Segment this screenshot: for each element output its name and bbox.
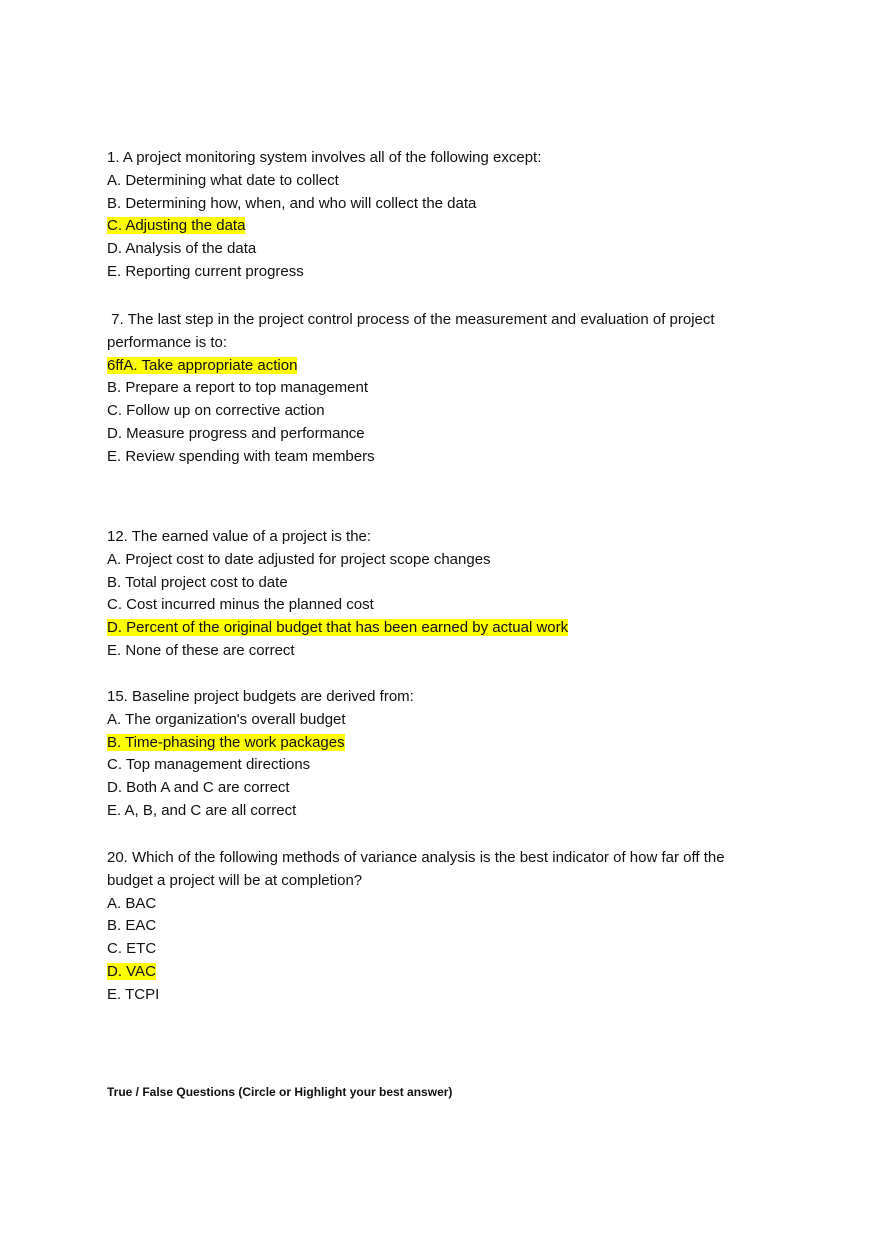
answer-option-c: C. Top management directions — [107, 756, 311, 774]
answer-option-d: D. Both A and C are correct — [107, 779, 290, 797]
answer-option-d-highlighted: D. Percent of the original budget that has been earned by actual work — [107, 619, 569, 637]
answer-option-c-highlighted: C. Adjusting the data — [107, 217, 246, 235]
answer-option-a: A. The organization's overall budget — [107, 710, 346, 728]
answer-option-a-highlighted: 6ffA. Take appropriate action — [107, 356, 298, 374]
answer-option-c: C. Follow up on corrective action — [107, 402, 325, 420]
answer-option-e: E. Review spending with team members — [107, 447, 375, 465]
answer-option-e: E. TCPI — [107, 985, 160, 1003]
answer-option-a: A. BAC — [107, 894, 157, 912]
answer-option-d: D. Measure progress and performance — [107, 424, 365, 442]
answer-option-d: D. Analysis of the data — [107, 240, 257, 258]
answer-option-b: B. Prepare a report to top management — [107, 379, 368, 397]
question-1 — [107, 147, 747, 284]
answer-option-b-highlighted: B. Time-phasing the work packages — [107, 733, 345, 751]
answer-option-b: B. Total project cost to date — [107, 573, 288, 591]
answer-option-c: C. ETC — [107, 940, 157, 958]
question-stem: 15. Baseline project budgets are derived from: — [107, 688, 414, 705]
question-stem: 7. The last step in the project control process of the measurement and evaluation of project performance is to: — [107, 311, 719, 351]
answer-option-e: E. A, B, and C are all correct — [107, 801, 297, 819]
answer-option-c: C. Cost incurred minus the planned cost — [107, 596, 374, 614]
question-7 — [107, 309, 747, 469]
answer-option-b: B. Determining how, when, and who will collect the data — [107, 194, 477, 212]
question-20 — [107, 847, 747, 1007]
question-stem: 12. The earned value of a project is the: — [107, 528, 372, 545]
question-stem: 1. A project monitoring system involves all of the following except: — [107, 149, 542, 166]
answer-option-d-highlighted: D. VAC — [107, 962, 156, 980]
true-false-section-heading: True / False Questions (Circle or Highlight your best answer) — [107, 1085, 453, 1099]
answer-option-a: A. Project cost to date adjusted for project scope changes — [107, 550, 491, 568]
question-stem: 20. Which of the following methods of variance analysis is the best indicator of how far off the budget a project will be at completion? — [107, 849, 725, 889]
question-15 — [107, 686, 747, 823]
answer-option-a: A. Determining what date to collect — [107, 171, 339, 189]
question-12 — [107, 526, 747, 663]
answer-option-e: E. Reporting current progress — [107, 262, 304, 280]
answer-option-e: E. None of these are correct — [107, 641, 295, 659]
answer-option-b: B. EAC — [107, 917, 157, 935]
